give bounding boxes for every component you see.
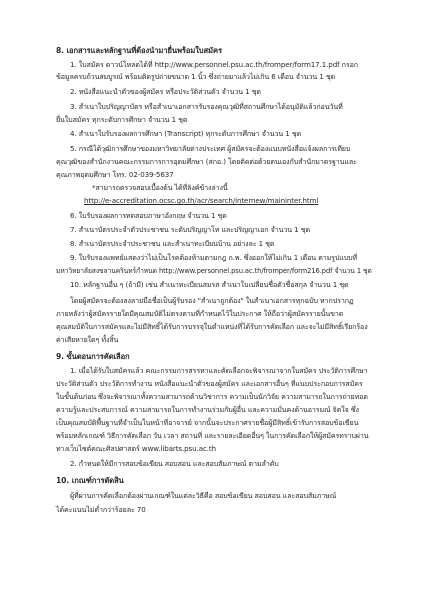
section-9-heading: 9. ขั้นตอนการคัดเลือก: [56, 352, 130, 361]
s8-line-18: โดยผู้สมัครจะต้องลงลายมือชื่อเป็นผู้รับรอง "สำเนาถูกต้อง" ในสำเนาเอกสารทุกฉบับ หากปรากฏ: [70, 296, 354, 305]
s9-line-8: 2. กำหนดให้มีการสอบข้อเขียน สอบสอน และสอบสัมภาษณ์ ตามลำดับ: [70, 459, 279, 468]
s8-line-13: 7. สำเนาบัตรประจำตัวประชาชน ระดับปริญญาโท และปริญญาเอก จำนวน 1 ชุด: [70, 225, 310, 234]
s8-line-10: *สามารถตรวจสอบเบื้องต้น ได้ที่ลิงค์ข้างล่างนี้: [92, 183, 228, 192]
s8-line-7: 5. กรณีได้วุฒิการศึกษาของมหาวิทยาลัยต่างประเทศ ผู้สมัครจะต้องแนบหนังสือแจ้งผลการเทียบ: [70, 144, 351, 153]
s8-line-8: คุณวุฒิของสำนักงานคณะกรรมการการอุดมศึกษา (สกอ.) โดยติดต่อด้วยตนเองกับสำนักมาตรฐานและ: [56, 157, 357, 166]
s8-line-12: 6. ใบรับรองผลการทดสอบภาษาอังกฤษ จำนวน 1 ชุด: [70, 211, 227, 220]
s8-line-21: ค่าเสียหายใดๆ ทั้งสิ้น: [56, 335, 119, 344]
s10-line-2: ได้คะแนนไม่ต่ำกว่าร้อยละ 70: [56, 505, 146, 514]
s8-line-6: 4. สำเนาใบรับรองผลการศึกษา (Transcript) ทุกระดับการศึกษา จำนวน 1 ชุด: [70, 129, 302, 138]
section-10-heading: 10. เกณฑ์การตัดสิน: [56, 476, 124, 485]
s8-line-3: 2. หนังสือแนะนำตัวของผู้สมัคร หรือประวัติส่วนตัว จำนวน 1 ชุด: [70, 87, 261, 96]
s8-line-2: ข้อมูลครบถ้วนสมบูรณ์ พร้อมติดรูปถ่ายขนาด 1 นิ้ว ซึ่งถ่ายมาแล้วไม่เกิน 6 เดือน จำนวน 1 ชุด: [56, 72, 336, 81]
s9-line-1: 1. เมื่อได้รับใบสมัครแล้ว คณะกรรมการสรรหาและคัดเลือกจะพิจารณาจากใบสมัคร ประวัติการศึกษา: [70, 366, 368, 375]
s8-line-20: คุณสมบัติในการสมัครและไม่มีสิทธิ์ได้รับการบรรจุในตำแหน่งที่ได้รับการคัดเลือก และจะไม่มีสิทธิ์เรียกร้อง: [56, 322, 368, 331]
s8-line-4: 3. สำเนาใบปริญญาบัตร หรือสำเนาเอกสารรับรองคุณวุฒิที่สถานศึกษาได้อนุมัติแล้วก่อนวันที่: [70, 102, 343, 111]
s8-line-16: มหาวิทยาลัยสงขลานครินทร์กำหนด http://www.personnel.psu.ac.th/fromper/form216.pdf จำนวน 1 ชุด: [56, 266, 372, 275]
s8-line-14: 8. สำเนาบัตรประจำประชาชน และสำเนาทะเบียนบ้าน อย่างละ 1 ชุด: [70, 239, 275, 248]
s8-line-15: 9. ใบรับรองแพทย์แสดงว่าไม่เป็นโรคต้องห้ามตามกฎ ก.พ. ซึ่งออกให้ไม่เกิน 1 เดือน ตามรูปแบบที่: [70, 253, 358, 262]
s9-line-2: ประวัติส่วนตัว ประวัติการทำงาน หนังสือแนะนำตัวของผู้สมัคร และเอกสารอื่นๆ ที่แนบประกอบการสมัคร: [56, 379, 363, 388]
section-8-heading: 8. เอกสารและหลักฐานที่ต้องนำมายื่นพร้อมใบสมัคร: [56, 46, 222, 55]
accreditation-link[interactable]: http://e-accreditation.ocsc.go.th/acr/search/internew/maininter.html: [84, 196, 319, 205]
s9-line-7: ทางเว็บไซต์คณะศิลปศาสตร์ www.libarts.psu.ac.th: [56, 444, 216, 453]
s8-line-5: ยื่นใบสมัคร ทุกระดับการศึกษา จำนวน 1 ชุด: [56, 115, 188, 124]
s9-line-3: ในขั้นต้นก่อน ซึ่งจะพิจารณาทั้งความสามารถด้านวิชาการ ความเป็นนักวิจัย ความสามารถในการถ่ายทอด: [56, 392, 368, 401]
s9-line-6: พร้อมหลักเกณฑ์ วิธีการคัดเลือก วัน เวลา สถานที่ และรายละเอียดอื่นๆ ในการคัดเลือกให้ผู้สมัครทราบผ่าน: [56, 431, 369, 440]
s8-line-9: คุณภาพอุดมศึกษา โทร. 02-039-5637: [56, 170, 174, 179]
s10-line-1: ผู้ที่ผ่านการคัดเลือกต้องผ่านเกณฑ์ในแต่ละวิธีคือ สอบข้อเขียน สอบสอน และสอบสัมภาษณ์: [70, 491, 337, 500]
s8-line-1: 1. ใบสมัคร ดาวน์โหลดได้ที่ http://www.personnel.psu.ac.th/fromper/form17.1.pdf กรอก: [70, 60, 358, 69]
s9-line-4: ความรู้และประสบการณ์ ความสามารถในการทำงานร่วมกับผู้อื่น และความมั่นคงด้านอารมณ์ จิตใจ ซึ่ง: [56, 405, 359, 414]
s8-line-19: ภายหลังว่าผู้สมัครรายใดมีคุณสมบัติไม่ตรงตามที่กำหนดไว้ในประกาศ ให้ถือว่าผู้สมัครรายนั้นขาด: [56, 309, 344, 318]
s9-line-5: เป็นคุณสมบัติพื้นฐานที่จำเป็นในหน้าที่อาจารย์ จากนั้นจะประกาศรายชื่อผู้มีสิทธิ์เข้ารับการสอบข้อเขียน: [56, 418, 359, 427]
s8-line-17: 10. หลักฐานอื่น ๆ (ถ้ามี) เช่น สำเนาทะเบียนสมรส สำเนาใบเปลี่ยนชื่อตัวชื่อสกุล จำนวน 1 ชุด: [70, 280, 349, 289]
